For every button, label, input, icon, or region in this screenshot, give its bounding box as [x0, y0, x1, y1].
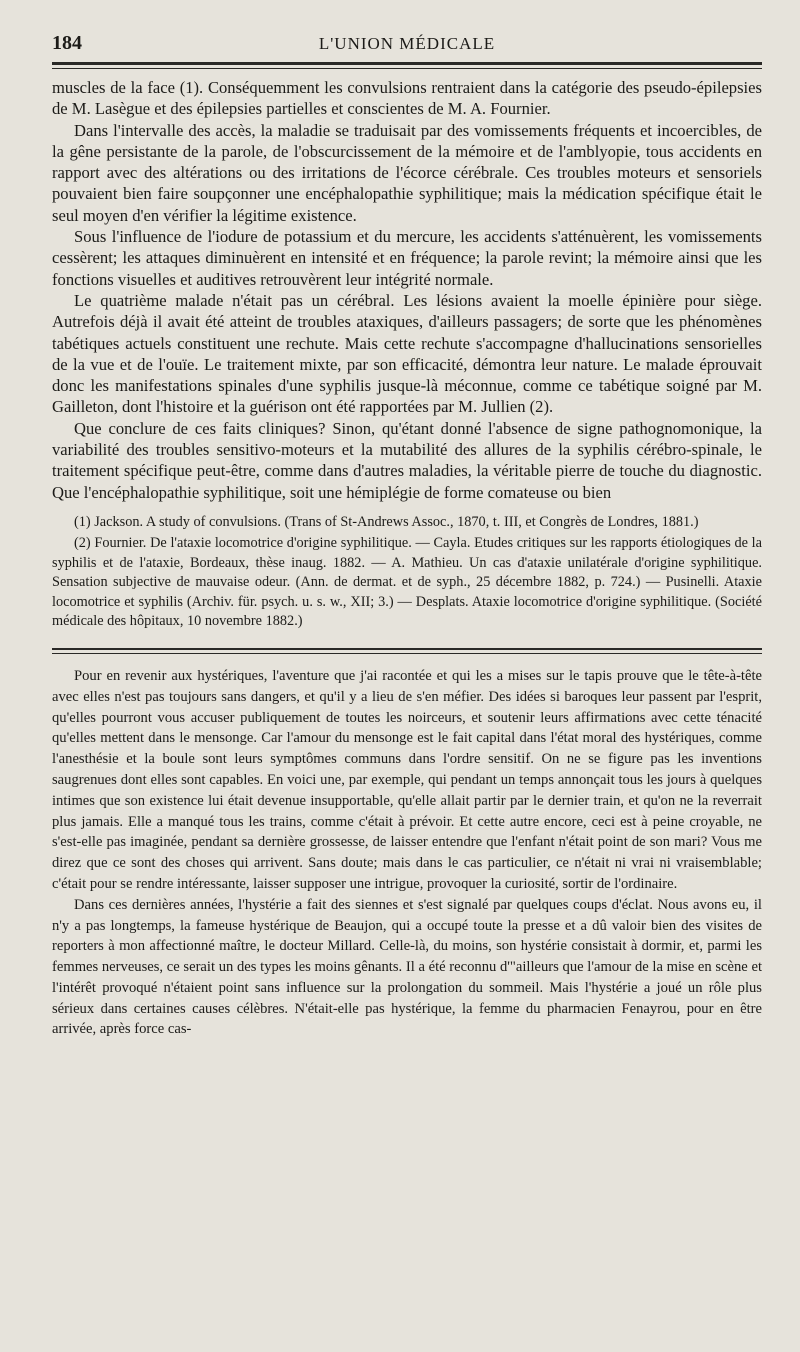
footnote: (2) Fournier. De l'ataxie locomotrice d'origine syphilitique. — Cayla. Etudes critiques sur les rapports étiologiques de la syphilis et de l'ataxie, Bordeaux, thèse inaug. 1882. — A. Mathieu. Un cas d'ataxie unilatérale d'origine syphilitique. Sensation subjective de mauvaise odeur. (Ann. de dermat. et de syph., 25 décembre 1882, p. 724.) — Pusinelli. Ataxie locomotrice et syphilis (Archiv. für. psych. u. s. w., XII; 3.) — Desplats. Ataxie locomotrice d'origine syphilitique. (Société médicale des hôpitaux, 10 novembre 1882.) — [52, 535, 762, 630]
main-text — [52, 77, 762, 503]
header-rule-thin — [52, 68, 762, 69]
feuilleton-paragraph: Pour en revenir aux hystériques, l'aventure que j'ai racontée et qui les a mises sur le tapis prouve que le tête-à-tête avec elles n'est pas toujours sans dangers, et qu'il y a lieu de s'en méfier. Des idées si baroques leur passent par l'esprit, qu'elles pourront vous accuser publiquement de toutes les noirceurs, et soutenir leurs affirmations avec cette ténacité qu'elles mettent dans le mensonge. Car l'amour du mensonge est le fait capital dans l'état moral des hystériques, comme l'anesthésie et la boule sont leurs symptômes communs dans l'ordre sensitif. On ne se figure pas les inventions saugrenues dont elles sont capables. En voici une, par exemple, qui pendant un temps annonçait tous les jours à quelques intimes que son existence lui était devenue insupportable, qu'elle allait partir par le dernier train, et qu'on ne la reverrait plus jamais. Elle a manqué tous les trains, comme c'était à prévoir. Et cette autre encore, ceci est à peine croyable, ne s'est-elle pas imaginée, pendant sa dernière grossesse, de laisser entendre que l'enfant n'était point de son mari? Vous me direz que ce sont des choses qui arrivent. Sans doute; mais dans le cas particulier, ce n'était ni vrai ni vraisemblable; c'était pour se rendre intéressante, laisser supposer une intrigue, provoquer la curiosité, sortir de l'ordinaire. — [52, 667, 762, 892]
footnote: (1) Jackson. A study of convulsions. (Trans of St-Andrews Assoc., 1870, t. III, et Congrès de Londres, 1881.) — [74, 513, 699, 530]
paragraph: Sous l'influence de l'iodure de potassium et du mercure, les accidents s'atténuèrent, les vomissements cessèrent; les attaques diminuèrent en intensité et en fréquence; la parole revint; la mémoire ainsi que les fonctions visuelles et auditives retrouvèrent leur intégrité normale. — [52, 227, 762, 289]
footnotes — [52, 513, 762, 632]
feuilleton-separator — [52, 648, 762, 654]
running-title: L'UNION MÉDICALE — [318, 34, 496, 53]
paragraph: Le quatrième malade n'était pas un cérébral. Les lésions avaient la moelle épinière pour siège. Autrefois déjà il avait été atteint de troubles ataxiques, d'ailleurs passagers; de sorte que les phénomènes tabétiques actuels constituent une rechute. Mais cette rechute s'accompagne d'hallucinations sensorielles de la vue et de l'ouïe. Le traitement mixte, par son efficacité, démontra leur nature. Le malade éprouvait donc les manifestations spinales d'une syphilis jusque-là méconnue, comme ce tabétique soigné par M. Gailleton, dont l'histoire et la guérison ont été rapportées par M. Jullien (2). — [52, 290, 762, 417]
paragraph: Dans l'intervalle des accès, la maladie se traduisait par des vomissements fréquents et incoercibles, de la gêne persistante de la parole, de l'obscurcissement de la mémoire et de l'amblyopie, tous accidents en rapport avec des altérations ou des irritations de l'écorce cérébrale. Ces troubles moteurs et sensoriels pouvaient bien faire soupçonner une encéphalopathie syphilitique; mais la médication spécifique était le seul moyen d'en vérifier la légitime existence. — [52, 120, 762, 225]
paragraph: muscles de la face (1). Conséquemment les convulsions rentraient dans la catégorie des pseudo-épilepsies de M. Lasègue et des épilepsies partielles et conscientes de M. A. Fournier. — [52, 78, 762, 119]
feuilleton-paragraph: Dans ces dernières années, l'hystérie a fait des siennes et s'est signalé par quelques coups d'éclat. Nous avons eu, il n'y a pas longtemps, la fameuse hystérique de Beaujon, qui a occupé toute la presse et a dû valoir bien des visites de reporters à mon affectionné maître, le docteur Millard. Celle-là, du moins, son hystérie consistait à dormir, et, parmi les femmes nerveuses, ce serait un des types les moins gênants. Il a été reconnu d'"ailleurs que l'amour de la mise en scène et l'intérêt provoqué n'étaient point sans influence sur la prolongation du sommeil. Mais l'hystérie a joué un rôle plus sérieux dans certaines causes célèbres. N'était-elle pas hystérique, la femme du pharmacien Fenayrou, pour en être arrivée, après force cas- — [52, 896, 762, 1038]
header-rule — [52, 62, 762, 65]
feuilleton — [52, 666, 762, 1040]
page-number: 184 — [52, 32, 82, 54]
running-head — [52, 28, 762, 58]
paragraph: Que conclure de ces faits cliniques? Sinon, qu'étant donné l'absence de signe pathognomonique, la variabilité des troubles sensitivo-moteurs et la mutabilité des allures de la syphilis cérébro-spinale, le traitement spécifique peut-être, comme dans d'autres maladies, la véritable pierre de touche du diagnostic. Que l'encéphalopathie syphilitique, soit une hémiplégie de forme comateuse ou bien — [52, 418, 762, 502]
